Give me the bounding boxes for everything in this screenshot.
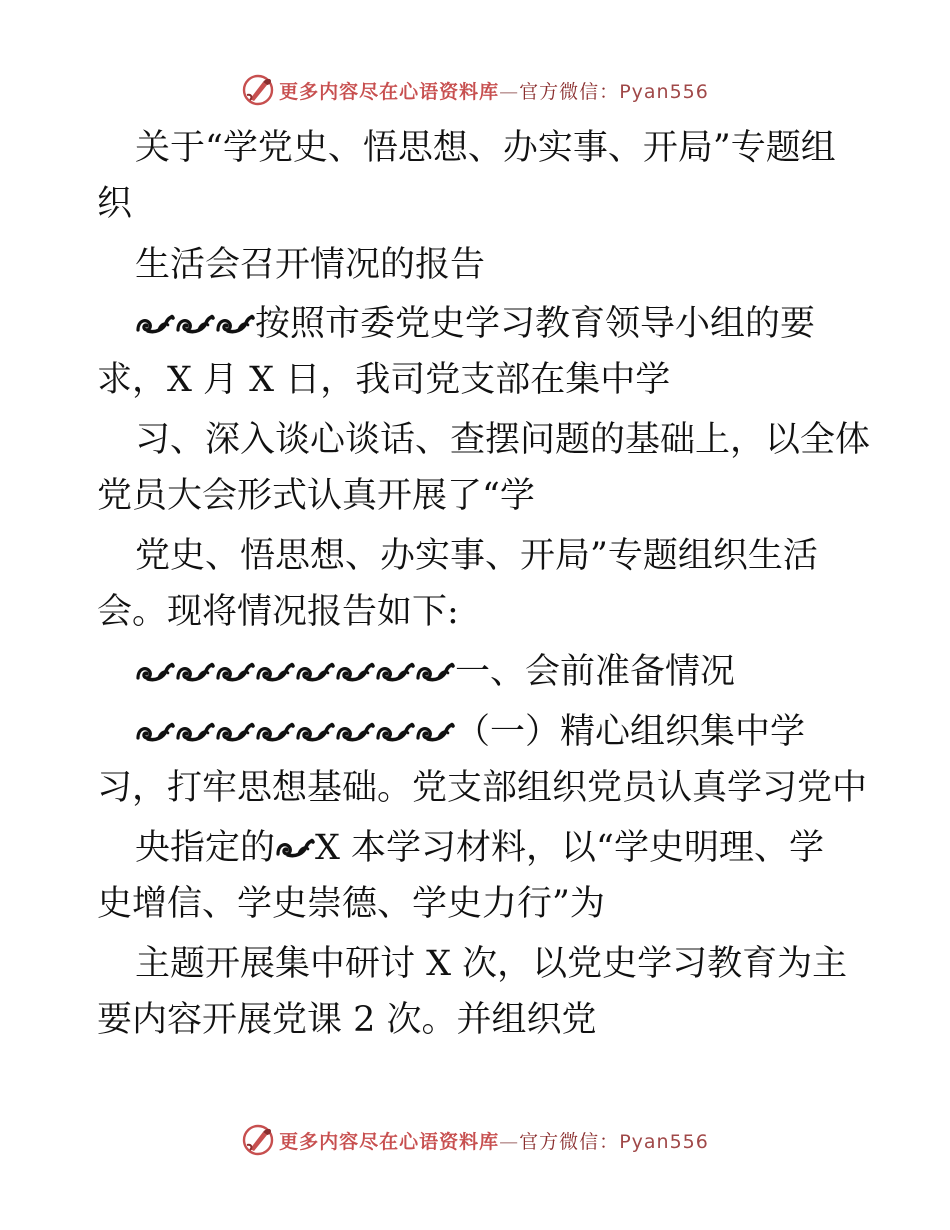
watermark-account: Pyan556 bbox=[619, 1130, 709, 1153]
paragraph-2-line-4: 主题开展集中研讨 X 次，以党史学习教育为主 bbox=[135, 944, 848, 984]
vine-swirl-ornament-icon bbox=[415, 658, 455, 686]
vine-swirl-ornament-icon bbox=[375, 718, 415, 746]
paragraph-1-line-6: 会。现将情况报告如下: bbox=[97, 592, 459, 632]
footer-watermark-banner bbox=[0, 1120, 950, 1160]
section-heading-1 bbox=[135, 652, 735, 692]
vine-swirl-ornament-icon bbox=[135, 658, 175, 686]
watermark-wechat-label: 官方微信： bbox=[519, 1130, 620, 1153]
paragraph-1-line-3: 习、深入谈心谈话、查摆问题的基础上，以全体 bbox=[135, 420, 871, 460]
paragraph-1-text-1: 按照市委党史学习教育领导小组的要 bbox=[255, 304, 816, 344]
vine-swirl-ornament-icon bbox=[175, 718, 215, 746]
vine-swirl-ornament-icon bbox=[215, 310, 255, 338]
paragraph-2-line-1: 习，打牢思想基础。党支部组织党员认真学习党中 bbox=[97, 768, 868, 808]
subsection-heading-1 bbox=[135, 712, 805, 752]
vine-swirl-ornament-icon bbox=[215, 658, 255, 686]
vine-swirl-ornament-icon bbox=[295, 718, 335, 746]
paragraph-1-line-1 bbox=[135, 304, 815, 344]
vine-swirl-ornament-icon bbox=[255, 718, 295, 746]
pen-feather-logo-icon bbox=[241, 1123, 275, 1157]
vine-swirl-ornament-icon bbox=[135, 310, 175, 338]
vine-swirl-ornament-icon bbox=[175, 658, 215, 686]
paragraph-1-line-2: 求，X 月 X 日，我司党支部在集中学 bbox=[97, 360, 671, 400]
watermark-dash: — bbox=[499, 80, 520, 103]
header-watermark-banner bbox=[0, 70, 950, 110]
paragraph-2-text-b: X 本学习材料，以“学史明理、学 bbox=[315, 828, 824, 868]
watermark-dash: — bbox=[499, 1130, 520, 1153]
vine-swirl-ornament-icon bbox=[415, 718, 455, 746]
document-body bbox=[0, 118, 950, 1078]
paragraph-2-line-2 bbox=[135, 828, 824, 868]
vine-swirl-ornament-icon bbox=[335, 658, 375, 686]
vine-swirl-ornament-icon bbox=[375, 658, 415, 686]
title-line-1: 关于“学党史、悟思想、办实事、开局”专题组 bbox=[135, 128, 836, 168]
paragraph-2-text-a: 央指定的 bbox=[135, 828, 276, 868]
vine-swirl-ornament-icon bbox=[215, 718, 255, 746]
paragraph-2-line-5: 要内容开展党课 2 次。并组织党 bbox=[97, 1000, 597, 1040]
paragraph-1-line-4: 党员大会形式认真开展了“学 bbox=[97, 476, 535, 516]
vine-swirl-ornament-icon bbox=[135, 718, 175, 746]
watermark-text bbox=[279, 77, 709, 104]
watermark-account: Pyan556 bbox=[619, 80, 709, 103]
watermark-site-name: 更多内容尽在心语资料库 bbox=[279, 80, 500, 103]
watermark-text bbox=[279, 1127, 709, 1154]
title-line-3: 生活会召开情况的报告 bbox=[135, 245, 486, 285]
paragraph-1-line-5: 党史、悟思想、办实事、开局”专题组织生活 bbox=[135, 536, 818, 576]
title-line-2: 织 bbox=[97, 184, 133, 224]
pen-feather-logo-icon bbox=[241, 73, 275, 107]
watermark-wechat-label: 官方微信： bbox=[519, 80, 620, 103]
vine-swirl-ornament-icon bbox=[275, 834, 315, 862]
watermark-site-name: 更多内容尽在心语资料库 bbox=[279, 1130, 500, 1153]
paragraph-2-line-3: 史增信、学史崇德、学史力行”为 bbox=[97, 884, 605, 924]
subsection-heading-1-text: （一）精心组织集中学 bbox=[455, 712, 806, 752]
vine-swirl-ornament-icon bbox=[175, 310, 215, 338]
vine-swirl-ornament-icon bbox=[335, 718, 375, 746]
section-heading-1-text: 一、会前准备情况 bbox=[455, 652, 736, 692]
vine-swirl-ornament-icon bbox=[295, 658, 335, 686]
vine-swirl-ornament-icon bbox=[255, 658, 295, 686]
